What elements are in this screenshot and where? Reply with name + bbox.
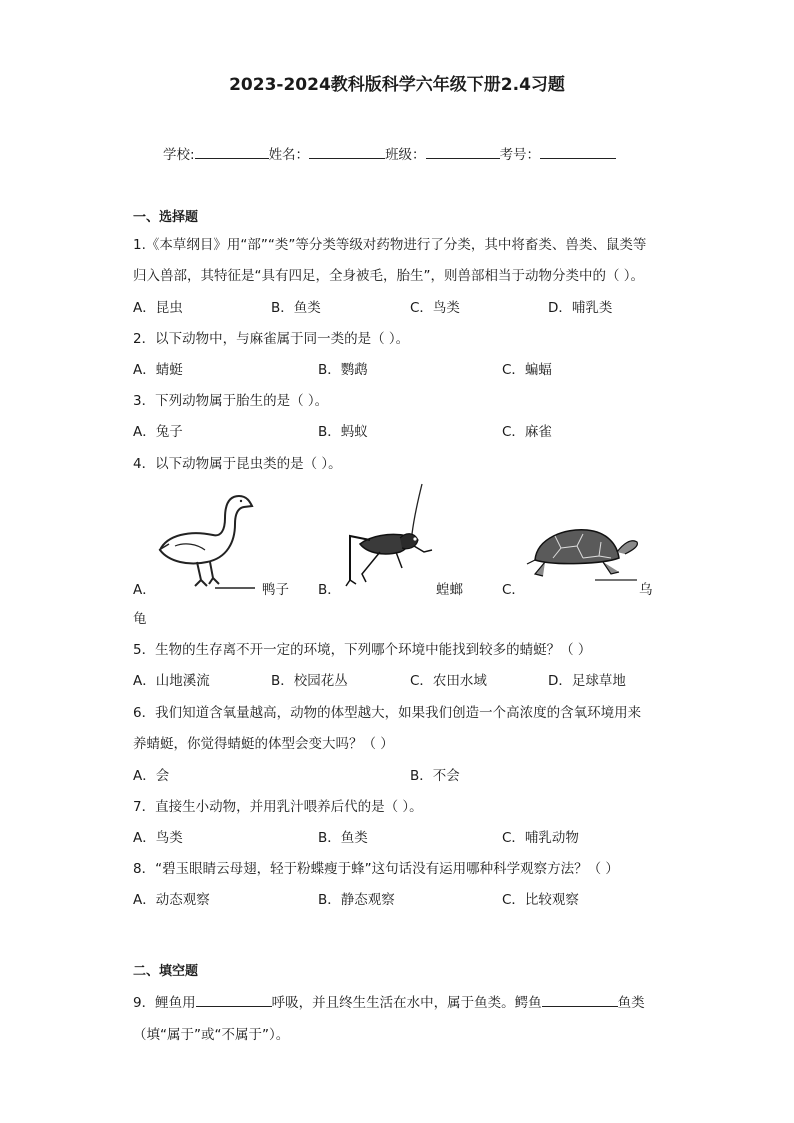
q5-option-c[interactable]: C．农田水域: [410, 673, 487, 689]
section-heading-fill-in: 二、填空题: [133, 964, 199, 979]
q5-option-d[interactable]: D．足球草地: [548, 673, 626, 689]
q8-text: 8．“碧玉眼睛云母翅，轻于粉蝶瘦于蜂”这句话没有运用哪种科学观察方法？（ ）: [133, 861, 619, 877]
q6-line2: 养蜻蜓，你觉得蜻蜓的体型会变大吗？（ ）: [133, 736, 394, 752]
exam-no-label: 考号：: [499, 147, 541, 163]
q1-option-c[interactable]: C．鸟类: [410, 300, 460, 316]
q2-text: 2．以下动物中，与麻雀属于同一类的是（ ）。: [133, 331, 410, 347]
q7-text: 7．直接生小动物，并用乳汁喂养后代的是（ ）。: [133, 799, 423, 815]
q9-line1: [133, 991, 645, 1011]
turtle-image: [525, 522, 640, 586]
q9-blank-2[interactable]: [542, 992, 618, 1007]
q9-line2: （填“属于”或“不属于”）。: [133, 1027, 290, 1043]
q1-option-a[interactable]: A．昆虫: [133, 300, 183, 316]
q1-option-d[interactable]: D．哺乳类: [548, 300, 613, 316]
school-blank[interactable]: [195, 144, 269, 159]
q3-option-a[interactable]: A．兔子: [133, 424, 183, 440]
q5-option-a[interactable]: A．山地溪流: [133, 673, 210, 689]
q8-option-c[interactable]: C．比较观察: [502, 892, 579, 908]
q4-option-c-prefix[interactable]: C．: [502, 582, 525, 598]
q4-text: 4．以下动物属于昆虫类的是（ ）。: [133, 456, 342, 472]
name-label: 姓名：: [268, 147, 310, 163]
student-info-line: [163, 143, 616, 163]
q4-option-c-label-part2[interactable]: 龟: [133, 611, 147, 627]
q4-option-c-label-part1[interactable]: 乌: [639, 582, 653, 598]
q3-option-c[interactable]: C．麻雀: [502, 424, 552, 440]
q2-option-a[interactable]: A．蜻蜓: [133, 362, 183, 378]
section-heading-choice: 一、选择题: [133, 210, 199, 225]
q5-text: 5．生物的生存离不开一定的环境，下列哪个环境中能找到较多的蜻蜓？（ ）: [133, 642, 592, 658]
grasshopper-image: [340, 482, 440, 588]
q2-option-b[interactable]: B．鹦鹉: [318, 362, 368, 378]
q4-option-a-prefix[interactable]: A．: [133, 582, 156, 598]
class-blank[interactable]: [426, 144, 500, 159]
school-label: 学校:: [163, 147, 195, 163]
name-blank[interactable]: [309, 144, 385, 159]
q7-option-c[interactable]: C．哺乳动物: [502, 830, 579, 846]
exam-no-blank[interactable]: [540, 144, 616, 159]
q4-option-b-label[interactable]: 蝗螂: [436, 582, 463, 598]
q1-line2: 归入兽部，其特征是“具有四足，全身被毛，胎生”，则兽部相当于动物分类中的（ ）。: [133, 268, 645, 284]
q9-part1: 9．鲤鱼用: [133, 995, 196, 1011]
q1-line1: 1.《本草纲目》用“部”“类”等分类等级对药物进行了分类，其中将畜类、兽类、鼠类等: [133, 237, 647, 253]
q2-option-c[interactable]: C．蝙蝠: [502, 362, 552, 378]
q5-option-b[interactable]: B．校园花丛: [271, 673, 348, 689]
q1-option-b[interactable]: B．鱼类: [271, 300, 321, 316]
q3-text: 3．下列动物属于胎生的是（ ）。: [133, 393, 329, 409]
q3-option-b[interactable]: B．蚂蚁: [318, 424, 368, 440]
duck-image: [155, 490, 255, 590]
q6-option-b[interactable]: B．不会: [410, 768, 460, 784]
q4-option-b-prefix[interactable]: B．: [318, 582, 341, 598]
q6-line1: 6．我们知道含氧量越高，动物的体型越大，如果我们创造一个高浓度的含氧环境用来: [133, 705, 642, 721]
q8-option-a[interactable]: A．动态观察: [133, 892, 210, 908]
q4-option-a-label[interactable]: 鸭子: [262, 582, 289, 598]
q9-part3: 鱼类: [617, 995, 645, 1011]
q7-option-b[interactable]: B．鱼类: [318, 830, 368, 846]
q8-option-b[interactable]: B．静态观察: [318, 892, 395, 908]
page-title: 2023-2024教科版科学六年级下册2.4习题: [229, 75, 565, 95]
class-label: 班级：: [385, 147, 426, 163]
q7-option-a[interactable]: A．鸟类: [133, 830, 183, 846]
q9-blank-1[interactable]: [196, 992, 272, 1007]
q6-option-a[interactable]: A．会: [133, 768, 170, 784]
q9-part2: 呼吸，并且终生生活在水中，属于鱼类。鳄鱼: [271, 995, 542, 1011]
